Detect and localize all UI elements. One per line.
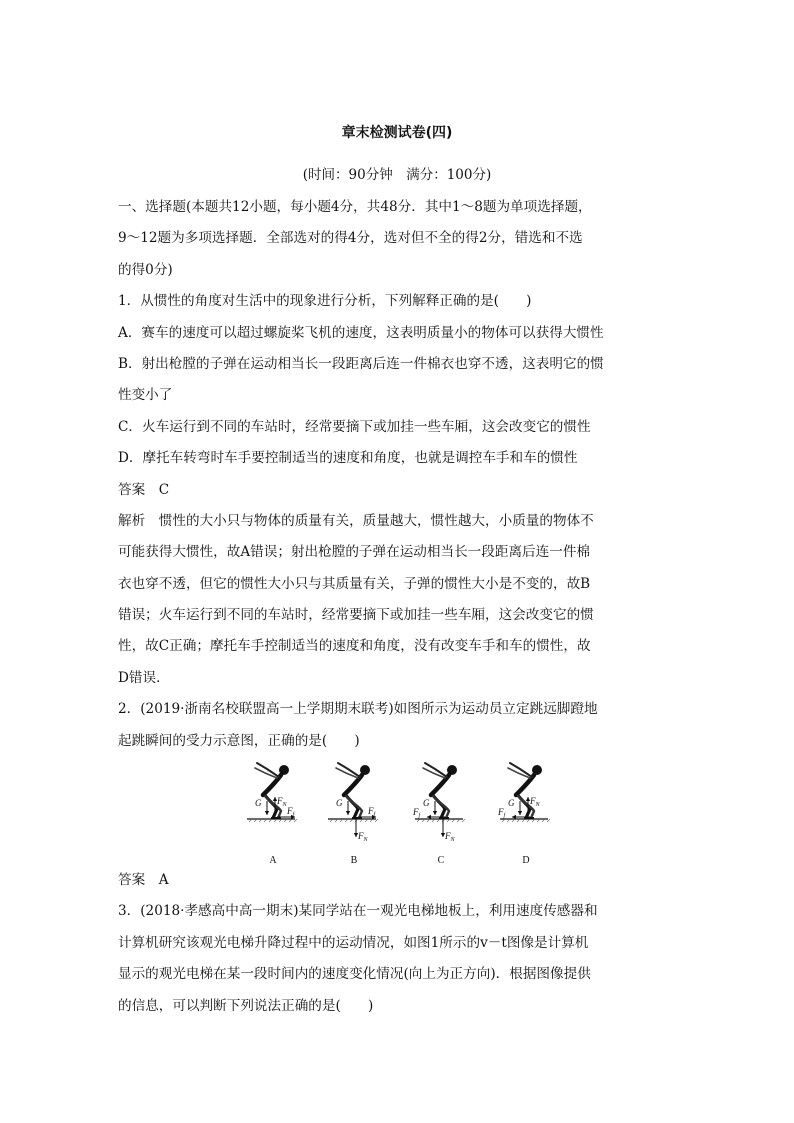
question-1-stem: 1．从惯性的角度对生活中的现象进行分析，下列解释正确的是( ): [118, 293, 532, 310]
friction-label: $F_f$: [498, 807, 506, 820]
exam-content: [118, 192, 680, 1022]
figure-panel-b: [316, 759, 392, 867]
gravity-label: G: [508, 798, 515, 809]
figure-panel-a: [235, 759, 311, 867]
question-3-stem-cont: 计算机研究该观光电梯升降过程中的运动情况，如图1所示的v－t图像是计算机: [118, 934, 589, 951]
friction-label: $F_f$: [413, 807, 421, 820]
section-instructions-line: 的得0分): [118, 261, 173, 278]
friction-label: $F_f$: [287, 806, 295, 819]
normal-force-label: $F_N$: [277, 796, 287, 809]
gravity-arrow-head: [265, 811, 269, 815]
figure-label-d: D: [522, 855, 530, 867]
normal-force-label: $F_N$: [530, 796, 540, 809]
jumper-torso: [431, 775, 449, 795]
jumper-torso: [516, 775, 534, 795]
jumper-diagram-c: [403, 759, 479, 843]
section-instructions-line: 9～12题为多项选择题．全部选对的得4分，选对但不全的得2分，错选和不选: [118, 230, 583, 247]
gravity-label: G: [336, 798, 343, 809]
question-1-analysis-line: 解析 惯性的大小只与物体的质量有关，质量越大，惯性越大，小质量的物体不: [118, 512, 594, 529]
gravity-label: G: [255, 798, 262, 809]
question-1-option-a: A．赛车的速度可以超过螺旋桨飞机的速度，这表明质量小的物体可以获得大惯性: [118, 324, 604, 341]
jumper-diagram-a: [235, 759, 311, 843]
question-3-stem-cont: 的信息，可以判断下列说法正确的是( ): [118, 997, 374, 1014]
question-1-analysis-line: 性，故C正确；摩托车手控制适当的速度和角度，没有改变车手和车的惯性，故: [118, 638, 591, 655]
exam-time-info: (时间：90分钟 满分：100分): [302, 167, 492, 183]
gravity-label: G: [423, 798, 430, 809]
page-title: 章末检测试卷(四): [341, 125, 453, 141]
gravity-arrow-head: [433, 811, 437, 815]
jumper-diagram-b: [316, 759, 392, 843]
question-1-answer: 答案 C: [118, 481, 170, 498]
question-2-stem: 2．(2019·浙南名校联盟高一上学期期末联考)如图所示为运动员立定跳远脚蹬地: [118, 701, 598, 718]
figure-panel-c: [403, 759, 479, 867]
question-2-answer: 答案 A: [118, 872, 169, 889]
normal-force-label: $F_N$: [358, 831, 368, 844]
gravity-arrow-head: [518, 811, 522, 815]
friction-label: $F_f$: [368, 806, 376, 819]
question-1-option-b-cont: 性变小了: [118, 387, 173, 404]
section-instructions-line: 一、选择题(本题共12小题，每小题4分，共48分．其中1～8题为单项选择题，: [118, 199, 592, 215]
question-2-figure: [118, 759, 680, 867]
question-1-analysis-line: D错误．: [118, 669, 170, 686]
question-1-analysis-line: 错误；火车运行到不同的车站时，经常要摘下或加挂一些车厢，这会改变它的惯: [118, 607, 594, 624]
figure-label-c: C: [437, 855, 445, 867]
figure-panel-d: [488, 759, 564, 867]
figure-label-a: A: [269, 855, 277, 867]
question-1-analysis-line: 衣也穿不透，但它的惯性大小只与其质量有关，子弹的惯性大小是不变的，故B: [118, 575, 591, 592]
question-1-analysis-line: 可能获得大惯性，故A错误；射出枪膛的子弹在运动相当长一段距离后连一件棉: [118, 544, 591, 561]
figure-label-b: B: [350, 855, 358, 867]
question-1-option-d: D．摩托车转弯时车手要控制适当的速度和角度，也就是调控车手和车的惯性: [118, 450, 578, 467]
jumper-torso: [344, 775, 362, 795]
question-3-stem-cont: 显示的观光电梯在某一段时间内的速度变化情况(向上为正方向)．根据图像提供: [118, 966, 591, 983]
question-1-option-b: B．射出枪膛的子弹在运动相当长一段距离后连一件棉衣也穿不透，这表明它的惯: [118, 355, 604, 372]
jumper-torso: [263, 775, 281, 795]
question-3-stem: 3．(2018·孝感高中高一期末)某同学站在一观光电梯地板上，利用速度传感器和: [118, 903, 598, 920]
question-2-stem-cont: 起跳瞬间的受力示意图，正确的是( ): [118, 732, 360, 749]
jumper-diagram-d: [488, 759, 564, 843]
gravity-arrow-head: [346, 811, 350, 815]
normal-force-label: $F_N$: [445, 831, 455, 844]
question-1-option-c: C．火车运行到不同的车站时，经常要摘下或加挂一些车厢，这会改变它的惯性: [118, 418, 591, 435]
